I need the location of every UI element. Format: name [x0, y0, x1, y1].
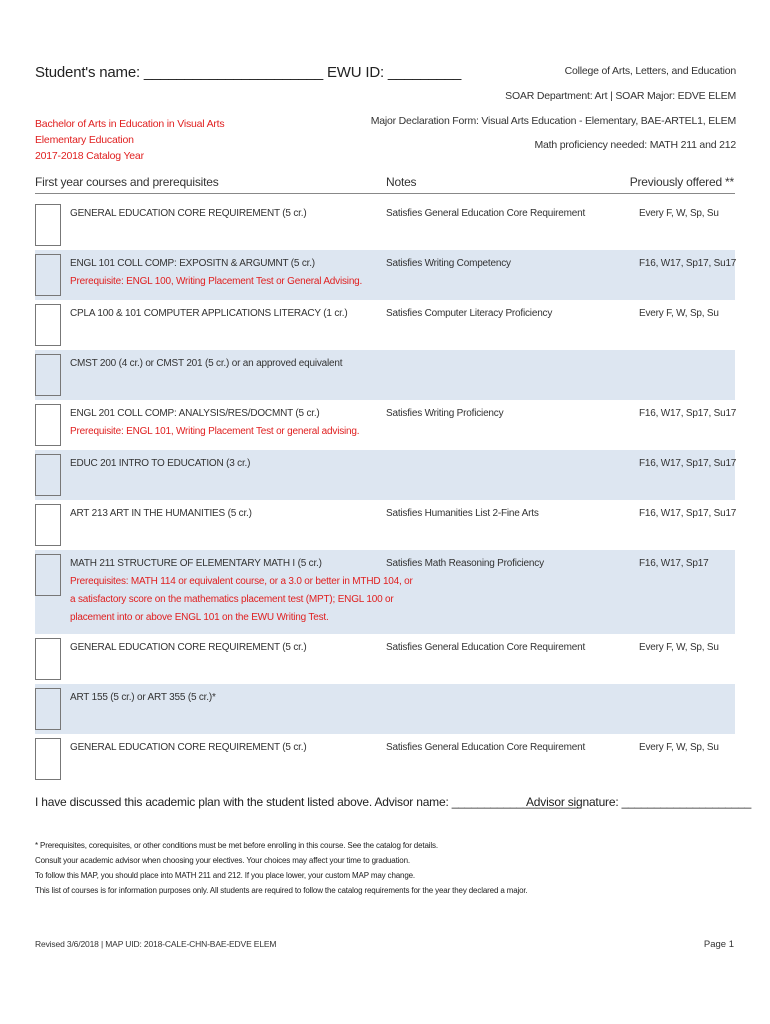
course-note: Satisfies General Education Core Requirement	[386, 642, 586, 653]
footnotes	[35, 838, 528, 898]
course-title: ENGL 201 COLL COMP: ANALYSIS/RES/DOCMNT (5 cr.)	[70, 408, 320, 419]
soar-department: SOAR Department: Art | SOAR Major: EDVE ELEM	[505, 90, 736, 102]
course-note: Satisfies Writing Proficiency	[386, 408, 504, 419]
course-title: MATH 211 STRUCTURE OF ELEMENTARY MATH I (5 cr.)	[70, 558, 322, 569]
header-divider	[35, 193, 735, 194]
course-note: Satisfies Humanities List 2-Fine Arts	[386, 508, 539, 519]
course-info	[70, 689, 370, 707]
course-checkbox[interactable]	[35, 454, 61, 496]
course-offered: F16, W17, Sp17, Su17	[639, 258, 737, 269]
major-declaration-form: Major Declaration Form: Visual Arts Education - Elementary, BAE-ARTEL1, ELEM	[370, 115, 736, 127]
program-degree: Bachelor of Arts in Education in Visual Arts	[35, 118, 225, 130]
course-info	[70, 355, 370, 373]
catalog-year: 2017-2018 Catalog Year	[35, 150, 144, 162]
advisor-signature-line: Advisor signature: ____________________	[526, 795, 752, 809]
course-note: Satisfies General Education Core Requirement	[386, 742, 586, 753]
course-title: ENGL 101 COLL COMP: EXPOSITN & ARGUMNT (5 cr.)	[70, 258, 315, 269]
course-info	[70, 305, 370, 323]
footnote-line: Consult your academic advisor when choosing your electives. Your choices may affect your time to graduation.	[35, 856, 410, 865]
notes-column-header: Notes	[386, 175, 417, 189]
course-title: ART 155 (5 cr.) or ART 355 (5 cr.)*	[70, 692, 216, 703]
course-info	[70, 405, 370, 441]
course-list	[35, 200, 735, 784]
course-info	[70, 505, 370, 523]
course-row	[35, 350, 735, 400]
course-prerequisite: a satisfactory score on the mathematics placement test (MPT); ENGL 100 or	[70, 594, 394, 605]
course-title: GENERAL EDUCATION CORE REQUIREMENT (5 cr.)	[70, 642, 307, 653]
course-prerequisite: Prerequisites: MATH 114 or equivalent course, or a 3.0 or better in MTHD 104, or	[70, 576, 413, 587]
advisor-statement: I have discussed this academic plan with the student listed above. Advisor name: ____________________	[35, 795, 582, 809]
course-prerequisite: Prerequisite: ENGL 101, Writing Placement Test or general advising.	[70, 426, 360, 437]
course-row	[35, 400, 735, 450]
course-checkbox[interactable]	[35, 404, 61, 446]
course-row	[35, 200, 735, 250]
courses-column-header: First year courses and prerequisites	[35, 175, 219, 189]
course-checkbox[interactable]	[35, 738, 61, 780]
course-note: Satisfies General Education Core Requirement	[386, 208, 586, 219]
math-proficiency: Math proficiency needed: MATH 211 and 212	[534, 139, 736, 151]
course-prerequisite: placement into or above ENGL 101 on the EWU Writing Test.	[70, 612, 329, 623]
student-name-id-line: Student's name: ______________________ EWU ID: _________	[35, 64, 462, 81]
footnote-line: * Prerequisites, corequisites, or other conditions must be met before enrolling in this course. See the catalog for details.	[35, 841, 438, 850]
course-offered: F16, W17, Sp17, Su17	[639, 458, 737, 469]
course-title: GENERAL EDUCATION CORE REQUIREMENT (5 cr.)	[70, 208, 307, 219]
course-row	[35, 450, 735, 500]
course-checkbox[interactable]	[35, 254, 61, 296]
course-checkbox[interactable]	[35, 554, 61, 596]
page-number: Page 1	[703, 939, 734, 950]
course-info	[70, 255, 370, 291]
course-row	[35, 250, 735, 300]
course-checkbox[interactable]	[35, 504, 61, 546]
course-offered: Every F, W, Sp, Su	[639, 742, 719, 753]
course-note: Satisfies Computer Literacy Proficiency	[386, 308, 553, 319]
course-offered: F16, W17, Sp17	[639, 558, 709, 569]
course-offered: Every F, W, Sp, Su	[639, 208, 719, 219]
course-prerequisite: Prerequisite: ENGL 100, Writing Placement Test or General Advising.	[70, 276, 363, 287]
course-note: Satisfies Math Reasoning Proficiency	[386, 558, 544, 569]
course-checkbox[interactable]	[35, 204, 61, 246]
course-title: CPLA 100 & 101 COMPUTER APPLICATIONS LITERACY (1 cr.)	[70, 308, 348, 319]
course-title: CMST 200 (4 cr.) or CMST 201 (5 cr.) or an approved equivalent	[70, 358, 343, 369]
course-title: GENERAL EDUCATION CORE REQUIREMENT (5 cr.)	[70, 742, 307, 753]
course-checkbox[interactable]	[35, 688, 61, 730]
course-checkbox[interactable]	[35, 638, 61, 680]
course-checkbox[interactable]	[35, 304, 61, 346]
footnote-line: To follow this MAP, you should place into MATH 211 and 212. If you place lower, your custom MAP may change.	[35, 871, 416, 880]
course-row	[35, 300, 735, 350]
course-checkbox[interactable]	[35, 354, 61, 396]
course-title: ART 213 ART IN THE HUMANITIES (5 cr.)	[70, 508, 252, 519]
course-info	[70, 639, 370, 657]
course-offered: Every F, W, Sp, Su	[639, 642, 719, 653]
course-info	[70, 555, 413, 627]
footnote-line: This list of courses is for information purposes only. All students are required to follow the catalog requirements for the year they declared a major.	[35, 886, 528, 895]
course-offered: F16, W17, Sp17, Su17	[639, 408, 737, 419]
course-info	[70, 739, 370, 757]
revision-info: Revised 3/6/2018 | MAP UID: 2018-CALE-CHN-BAE-EDVE ELEM	[35, 939, 277, 949]
course-offered: F16, W17, Sp17, Su17	[639, 508, 737, 519]
program-info	[35, 116, 224, 164]
course-row	[35, 734, 735, 784]
course-title: EDUC 201 INTRO TO EDUCATION (3 cr.)	[70, 458, 251, 469]
course-offered: Every F, W, Sp, Su	[639, 308, 719, 319]
course-row	[35, 500, 735, 550]
offered-column-header: Previously offered **	[629, 175, 734, 189]
course-row	[35, 684, 735, 734]
course-info	[70, 455, 370, 473]
program-area: Elementary Education	[35, 134, 134, 146]
college-name: College of Arts, Letters, and Education	[564, 65, 736, 77]
course-info	[70, 205, 370, 223]
course-note: Satisfies Writing Competency	[386, 258, 511, 269]
course-row	[35, 550, 735, 634]
course-row	[35, 634, 735, 684]
